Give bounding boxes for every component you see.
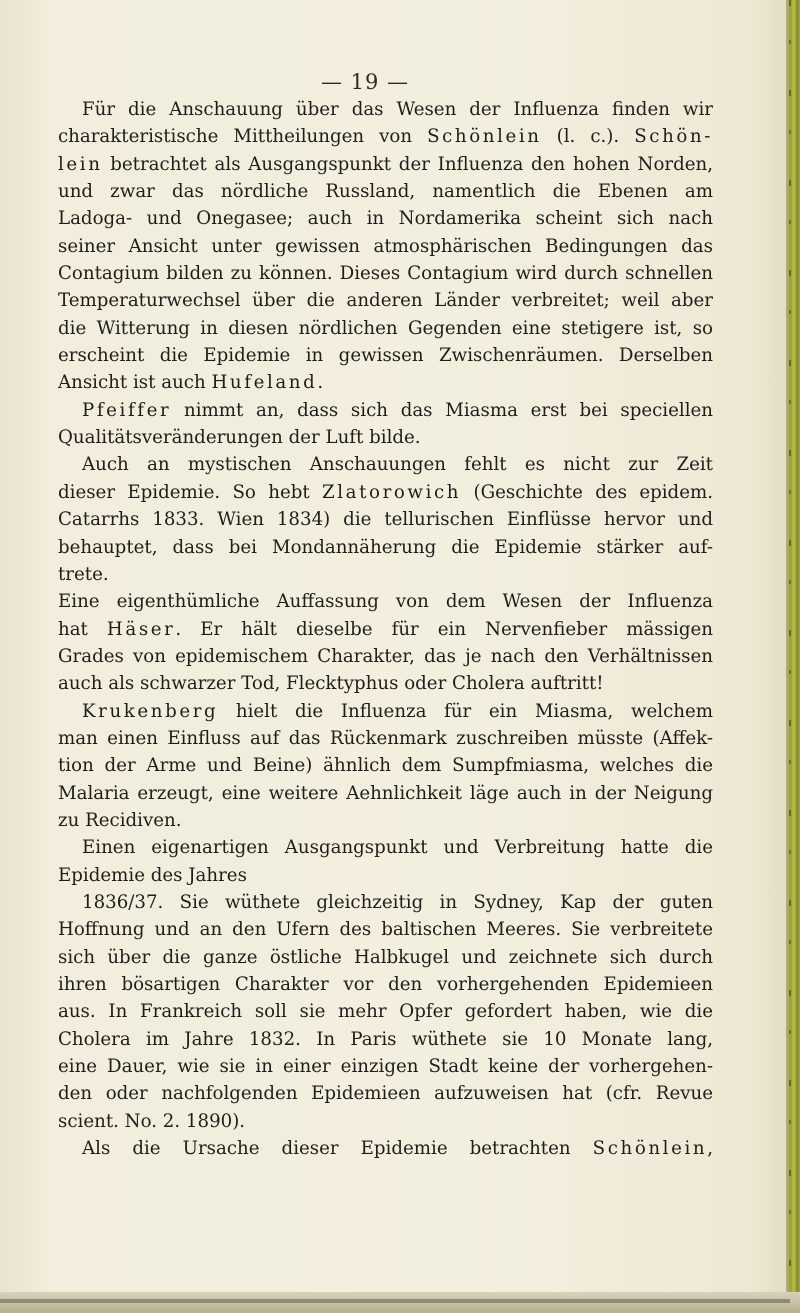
text-line	[58, 834, 713, 861]
body-text	[58, 96, 713, 1162]
text-run: dieser Epidemie. So hebt	[58, 481, 323, 503]
text-line	[58, 1026, 713, 1053]
text-run: Ladoga- und Onegasee; auch in Nordamerika scheint sich nach	[58, 208, 713, 230]
text-run: man einen Einfluss auf das Rückenmark zuschreiben müsste (Affek-	[58, 727, 713, 749]
text-run: ,	[707, 1138, 713, 1160]
author-name: Häser	[106, 618, 176, 640]
author-name: lein	[58, 153, 103, 175]
author-name: Schönlein	[427, 126, 542, 148]
text-line	[58, 643, 713, 670]
text-line	[58, 151, 713, 178]
text-line	[58, 315, 713, 342]
text-line	[58, 616, 713, 643]
text-line	[58, 506, 713, 533]
text-run: charakteristische Mittheilungen von	[58, 126, 428, 148]
text-line	[58, 233, 713, 260]
text-run: die Witterung in diesen nördlichen Gegenden eine stetigere ist, so	[58, 317, 713, 339]
text-run: Temperaturwechsel über die anderen Länder verbreitet; weil aber	[58, 290, 713, 312]
text-run: auch als schwarzer Tod, Flecktyphus oder Cholera auftritt!	[58, 673, 604, 695]
text-run: .	[317, 372, 324, 394]
text-run: nimmt an, dass sich das Miasma erst bei speciellen	[171, 399, 713, 421]
text-line	[58, 479, 713, 506]
text-run: seiner Ansicht unter gewissen atmosphärischen Bedingungen das	[58, 235, 713, 257]
text-line	[58, 1135, 713, 1162]
text-run: Ansicht ist auch	[58, 372, 212, 394]
text-run: sich über die ganze östliche Halbkugel und zeichnete sich durch	[58, 946, 713, 968]
text-line	[58, 807, 713, 834]
text-line	[58, 916, 713, 943]
text-run: (Geschichte des epidem.	[461, 481, 713, 503]
text-line	[58, 287, 713, 314]
text-line	[58, 725, 713, 752]
text-line	[58, 96, 713, 123]
text-line	[58, 971, 713, 998]
text-line	[58, 397, 713, 424]
text-run: Malaria erzeugt, eine weitere Aehnlichkeit läge auch in der Neigung	[58, 782, 713, 804]
text-run: Cholera im Jahre 1832. In Paris wüthete sie 10 Monate lang,	[58, 1028, 713, 1050]
text-line	[58, 1108, 713, 1135]
text-line	[58, 123, 713, 150]
text-line	[58, 780, 713, 807]
text-run: ihren bösartigen Charakter vor den vorhergehenden Epidemieen	[58, 974, 713, 995]
text-run: . Er hält dieselbe für ein Nervenfieber mässigen	[175, 618, 713, 640]
text-line	[58, 205, 713, 232]
text-run: Eine eigenthümliche Auffassung von dem Wesen der Influenza	[58, 591, 713, 613]
text-run: Für die Anschauung über das Wesen der Influenza finden wir	[82, 99, 713, 120]
text-line	[58, 424, 713, 451]
text-run: Auch an mystischen Anschauungen fehlt es nicht zur Zeit	[82, 454, 713, 476]
text-run: zu Recidiven.	[58, 809, 182, 831]
text-run: hat	[58, 618, 107, 640]
author-name: Krukenberg	[82, 700, 219, 722]
text-run: tion der Arme und Beine) ähnlich dem Sumpfmiasma, welches die	[58, 755, 713, 777]
text-run: Contagium bilden zu können. Dieses Contagium wird durch schnellen	[58, 263, 713, 285]
text-line	[58, 670, 713, 697]
author-name: Schönlein	[592, 1138, 708, 1160]
text-run: Epidemie des Jahres	[58, 864, 247, 886]
text-line	[58, 998, 713, 1025]
text-run: (l. c.).	[541, 126, 635, 148]
text-run: Qualitätsveränderungen der Luft bilde.	[58, 427, 421, 449]
author-name: Hufeland	[211, 372, 318, 394]
text-run: Catarrhs 1833. Wien 1834) die tellurischen Einflüsse hervor und	[58, 509, 713, 531]
text-run: den oder nachfolgenden Epidemieen aufzuweisen hat (cfr. Revue	[58, 1083, 713, 1105]
text-run: behauptet, dass bei Mondannäherung die Epidemie stärker auf-	[58, 536, 713, 558]
text-line	[58, 889, 713, 916]
text-line	[58, 1080, 713, 1107]
text-run: betrachtet als Ausgangspunkt der Influenza den hohen Norden,	[102, 153, 713, 175]
text-line	[58, 451, 713, 478]
text-run: erscheint die Epidemie in gewissen Zwischenräumen. Derselben	[58, 345, 713, 367]
text-line	[58, 944, 713, 971]
text-line	[58, 588, 713, 615]
author-name: Zlatorowich	[322, 481, 462, 503]
text-line	[58, 862, 713, 889]
author-name: Pfeiffer	[82, 399, 172, 421]
text-line	[58, 369, 713, 396]
text-line	[58, 561, 713, 588]
text-run: aus. In Frankreich soll sie mehr Opfer gefordert haben, wie die	[58, 1001, 713, 1023]
text-line	[58, 698, 713, 725]
text-line	[58, 534, 713, 561]
page-bottom-edge	[0, 1292, 800, 1313]
text-run: trete.	[58, 563, 109, 585]
author-name: Schön-	[634, 126, 713, 148]
text-run: 1836/37. Sie wüthete gleichzeitig in Sydney, Kap der guten	[82, 891, 713, 913]
text-line	[58, 178, 713, 205]
text-run: hielt die Influenza für ein Miasma, welchem	[218, 700, 713, 722]
text-line	[58, 260, 713, 287]
text-run: eine Dauer, wie sie in einer einzigen Stadt keine der vorhergehen-	[58, 1056, 713, 1078]
text-run: Einen eigenartigen Ausgangspunkt und Verbreitung hatte die	[82, 837, 713, 859]
book-spine-edge	[786, 0, 800, 1313]
text-run: scient. No. 2. 1890).	[58, 1110, 246, 1132]
text-run: und zwar das nördliche Russland, namentlich die Ebenen am	[58, 181, 713, 203]
page-number: — 19 —	[320, 70, 410, 94]
text-line	[58, 752, 713, 779]
text-run: Grades von epidemischem Charakter, das je nach den Verhältnissen	[58, 645, 713, 667]
text-run: Hoffnung und an den Ufern des baltischen Meeres. Sie verbreitete	[58, 919, 713, 941]
text-line	[58, 342, 713, 369]
text-line	[58, 1053, 713, 1080]
text-run: Als die Ursache dieser Epidemie betrachten	[82, 1138, 593, 1160]
